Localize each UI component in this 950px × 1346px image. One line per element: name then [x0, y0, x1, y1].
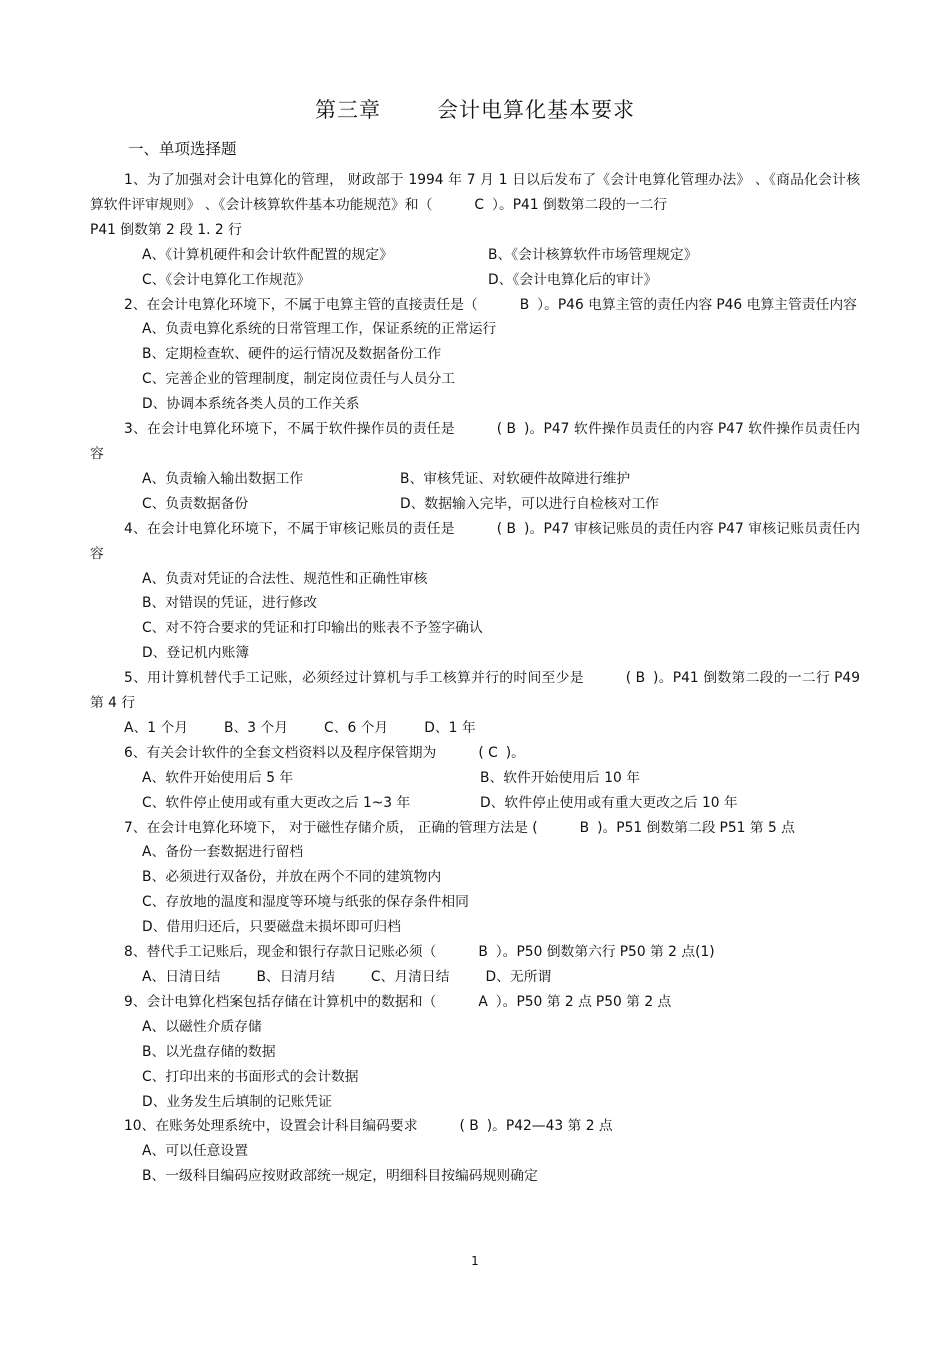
- option: B、软件开始使用后 10 年: [480, 769, 640, 786]
- option: D、1 年: [424, 719, 476, 736]
- option: A、备份一套数据进行留档: [142, 844, 304, 861]
- chapter-name: 会计电算化基本要求: [437, 98, 635, 122]
- option: D、业务发生后填制的记账凭证: [142, 1093, 332, 1110]
- answer: B: [519, 296, 530, 313]
- option-row: [90, 965, 860, 990]
- page-reference: P50 第 2 点: [595, 993, 672, 1010]
- option: C、软件停止使用或有重大更改之后 1~3 年: [142, 794, 411, 811]
- page-reference: P51 第 5 点: [719, 819, 795, 836]
- option-row: [90, 243, 860, 268]
- option: A、软件开始使用后 5 年: [142, 769, 294, 786]
- option: D、无所谓: [485, 969, 552, 985]
- option: A、以磁性介质存储: [142, 1018, 262, 1035]
- option: B、定期检查软、硬件的运行情况及数据备份工作: [142, 346, 442, 363]
- question-stem: 7、在会计电算化环境下， 对于磁性存储介质， 正确的管理方法是 ( B )。P51 倒数第二段 P51 第 5 点: [90, 816, 860, 841]
- question-stem: 2、在会计电算化环境下，不属于电算主管的直接责任是（ B ）。P46 电算主管的责任内容 P46 电算主管责任内容: [90, 293, 860, 318]
- option-row: [90, 766, 860, 791]
- question-stem: 4、在会计电算化环境下，不属于审核记账员的责任是 ( B )。P47 审核记账员的责任内容 P47 审核记账员责任内容: [90, 517, 860, 567]
- option: D、登记机内账簿: [142, 645, 250, 662]
- option: D、《会计电算化后的审计》: [488, 271, 658, 288]
- answer: C: [474, 196, 485, 213]
- section-heading: 一、单项选择题: [128, 140, 237, 158]
- answer: ( B: [496, 520, 516, 537]
- page-title: [0, 94, 950, 124]
- chapter-label: 第三章: [315, 98, 381, 122]
- answer: ( B: [459, 1118, 479, 1135]
- option-row: [90, 791, 860, 816]
- option: B、必须进行双备份，并放在两个不同的建筑物内: [142, 869, 442, 886]
- option: B、《会计核算软件市场管理规定》: [488, 246, 698, 263]
- option: A、1 个月: [124, 719, 188, 736]
- question-stem: 8、替代手工记账后，现金和银行存款日记账必须（ B ）。P50 倒数第六行 P50 第 2 点(1): [90, 940, 860, 965]
- question-stem: 1、为了加强对会计电算化的管理， 财政部于 1994 年 7 月 1 日以后发布了《会计电算化管理办法》 、《商品化会计核算软件评审规则》 、《会计核算软件基本功能规范》和（ C ）。P41 倒数第二段的一二行 P41 倒数第 2 段 1. 2 行: [90, 172, 860, 238]
- option: A、负责输入输出数据工作: [142, 470, 304, 487]
- option: B、日清月结: [256, 969, 335, 985]
- option: D、数据输入完毕，可以进行自检核对工作: [400, 495, 659, 512]
- question-list: [90, 168, 860, 1189]
- option: C、6 个月: [324, 719, 389, 736]
- option: B、审核凭证、对软硬件故障进行维护: [400, 470, 631, 487]
- option: A、日清日结: [142, 969, 221, 985]
- option: D、借用归还后，只要磁盘未损坏即可归档: [142, 919, 401, 936]
- question-stem: 5、用计算机替代手工记账，必须经过计算机与手工核算并行的时间至少是 ( B )。P41 倒数第二段的一二行 P49 第 4 行: [90, 666, 860, 716]
- page-reference: P47 软件操作员责任内容: [90, 421, 861, 462]
- question-stem: 10、在账务处理系统中，设置会计科目编码要求 ( B )。P42—43 第 2 点: [90, 1114, 860, 1139]
- question-stem: 6、有关会计软件的全套文档资料以及程序保管期为 ( C )。: [90, 741, 860, 766]
- answer: B: [579, 819, 590, 836]
- question-stem: 9、会计电算化档案包括存储在计算机中的数据和（ A ）。P50 第 2 点 P50 第 2 点: [90, 990, 860, 1015]
- option: A、负责对凭证的合法性、规范性和正确性审核: [142, 570, 428, 587]
- option: C、月清日结: [370, 969, 450, 985]
- option: D、协调本系统各类人员的工作关系: [142, 396, 360, 413]
- option: B、对错误的凭证，进行修改: [142, 595, 318, 612]
- option: C、存放地的温度和湿度等环境与纸张的保存条件相同: [142, 894, 469, 911]
- option-row: [90, 492, 860, 517]
- question-stem: 3、在会计电算化环境下，不属于软件操作员的责任是 ( B )。P47 软件操作员责任的内容 P47 软件操作员责任内容: [90, 417, 860, 467]
- option: C、对不符合要求的凭证和打印输出的账表不予签字确认: [142, 620, 483, 637]
- page-reference: P47 审核记账员责任内容: [90, 520, 861, 562]
- option: B、以光盘存储的数据: [142, 1043, 276, 1060]
- option: A、负责电算化系统的日常管理工作，保证系统的正常运行: [142, 321, 497, 338]
- option: A、《计算机硬件和会计软件配置的规定》: [142, 246, 393, 263]
- page-reference: P46 电算主管责任内容: [716, 296, 857, 313]
- answer: B: [478, 944, 488, 961]
- option: B、3 个月: [224, 719, 289, 736]
- answer: ( C: [478, 744, 498, 761]
- answer: ( B: [625, 670, 646, 687]
- option: D、软件停止使用或有重大更改之后 10 年: [480, 794, 738, 811]
- page-number: 1: [471, 1254, 479, 1268]
- option: A、可以任意设置: [142, 1143, 249, 1160]
- answer: ( B: [496, 421, 516, 438]
- option: C、完善企业的管理制度，制定岗位责任与人员分工: [142, 371, 456, 388]
- option: C、打印出来的书面形式的会计数据: [142, 1068, 359, 1085]
- answer: A: [478, 993, 488, 1010]
- page-reference: P50 第 2 点(1): [619, 944, 715, 961]
- page-reference: P49 第 4 行: [90, 670, 860, 712]
- option: B、一级科目编码应按财政部统一规定，明细科目按编码规则确定: [142, 1168, 538, 1185]
- option: C、负责数据备份: [142, 495, 249, 512]
- option: C、《会计电算化工作规范》: [142, 271, 311, 288]
- option-row: [90, 467, 860, 492]
- page-reference: P41 倒数第 2 段 1. 2 行: [90, 221, 242, 238]
- option-row: [90, 716, 860, 741]
- option-row: [90, 268, 860, 293]
